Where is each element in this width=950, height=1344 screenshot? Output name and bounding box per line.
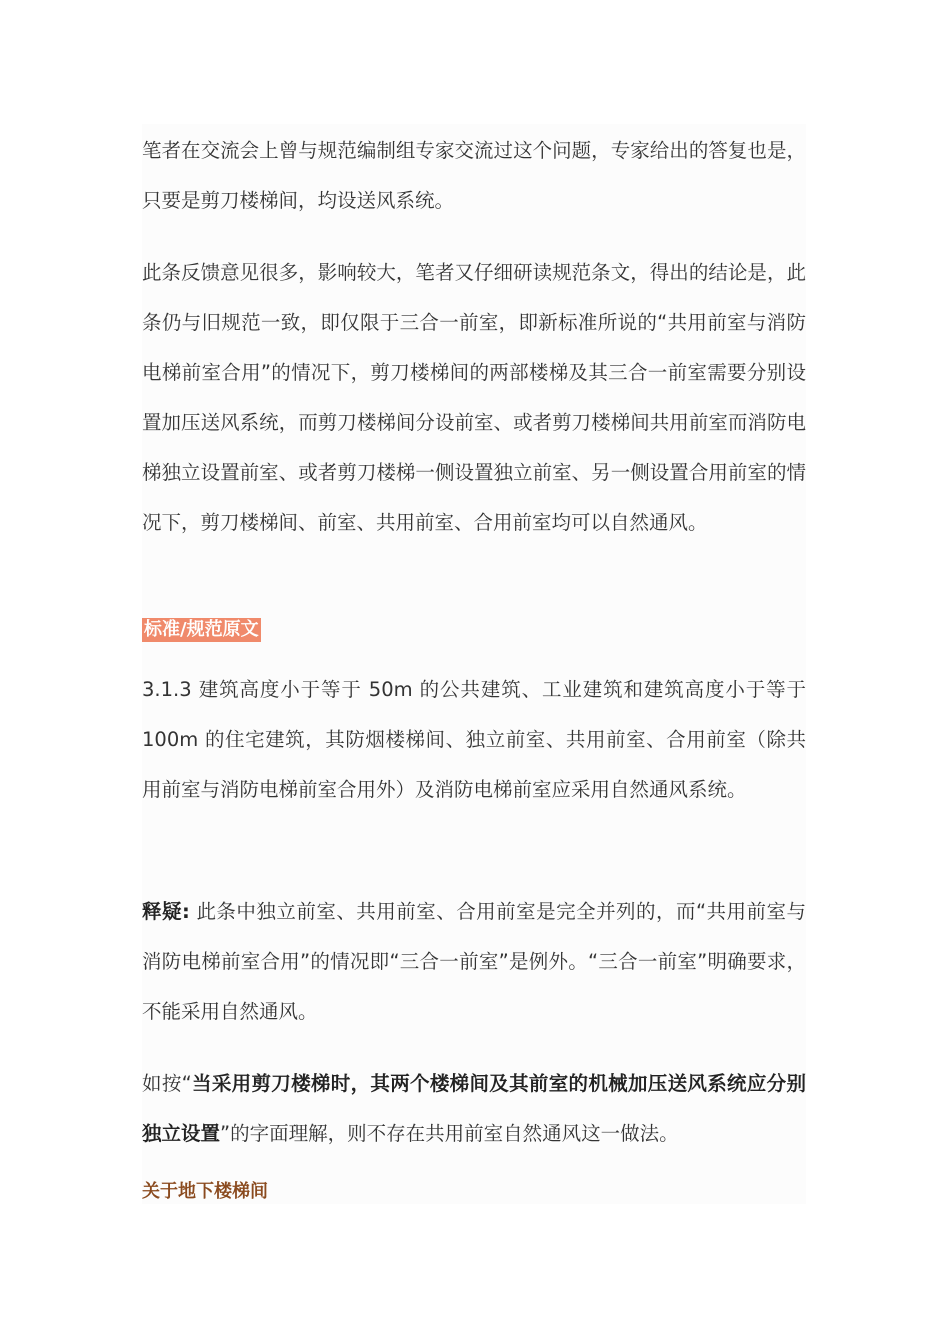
interpretation-suffix: ”的字面理解，则不存在共用前室自然通风这一做法。 (220, 1122, 679, 1145)
paragraph-literal-interpretation (142, 1059, 806, 1159)
clarification-label: 释疑: (142, 900, 190, 923)
paragraph-expert-reply: 笔者在交流会上曾与规范编制组专家交流过这个问题，专家给出的答复也是，只要是剪刀楼梯间，均设送风系统。 (142, 139, 806, 212)
interpretation-prefix: 如按“ (142, 1072, 192, 1095)
paragraph-clause-3-1-3: 3.1.3 建筑高度小于等于 50m 的公共建筑、工业建筑和建筑高度小于等于 100m 的住宅建筑，其防烟楼梯间、独立前室、共用前室、合用前室（除共用前室与消防电梯前室合用外）及消防电梯前室应采用自然通风系统。 (142, 678, 806, 801)
document-body (142, 124, 806, 1204)
interpretation-quoted-clause: 当采用剪刀楼梯时，其两个楼梯间及其前室的机械加压送风系统应分别独立设置 (142, 1072, 806, 1145)
heading-underground-stairwell: 关于地下楼梯间 (142, 1181, 268, 1202)
paragraph-feedback-conclusion: 此条反馈意见很多，影响较大，笔者又仔细研读规范条文，得出的结论是，此条仍与旧规范一致，即仅限于三合一前室，即新标准所说的“共用前室与消防电梯前室合用”的情况下，剪刀楼梯间的两部楼梯及其三合一前室需要分别设置加压送风系统，而剪刀楼梯间分设前室、或者剪刀楼梯间共用前室而消防电梯独立设置前室、或者剪刀楼梯一侧设置独立前室、另一侧设置合用前室的情况下，剪刀楼梯间、前室、共用前室、合用前室均可以自然通风。 (142, 261, 806, 534)
paragraph-clarification (142, 887, 806, 1037)
heading-standard-original-text: 标准/规范原文 (144, 619, 259, 640)
clarification-text: 此条中独立前室、共用前室、合用前室是完全并列的，而“共用前室与消防电梯前室合用”的情况即“三合一前室”是例外。“三合一前室”明确要求，不能采用自然通风。 (142, 900, 806, 1023)
